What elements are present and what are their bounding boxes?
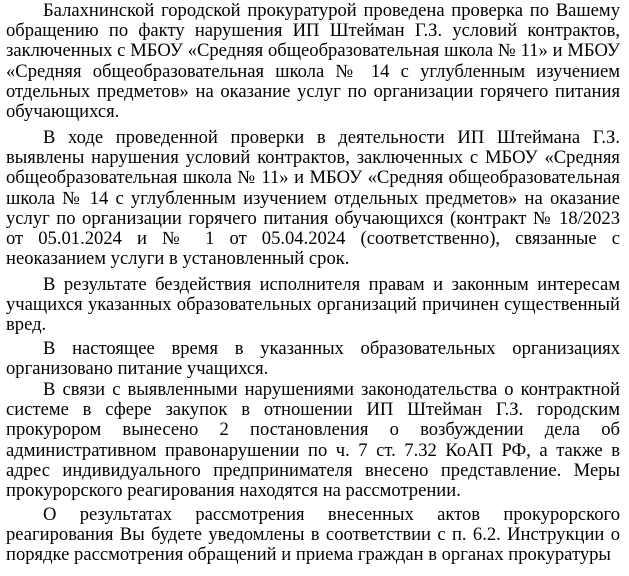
paragraph-prosecutor-measures: В связи с выявленными нарушениями законодательства о контрактной системе в сфере закупок в отношении ИП Штейман Г.З. городским прокурором вынесено 2 постановления о возбуждении дела об административном правонарушении по ч. 7 ст. 7.32 КоАП РФ, а также в адрес индивидуального предпринимателя внесено представление. Меры прокурорского реагирования находятся на рассмотрении.: [6, 379, 620, 502]
paragraph-harm-caused: В результате бездействия исполнителя правам и законным интересам учащихся указанных образовательных организаций причинен существенный вред.: [6, 274, 620, 336]
paragraph-inspection-conducted: Балахнинской городской прокуратурой проведена проверка по Вашему обращению по факту нарушения ИП Штейман Г.З. условий контрактов, заключенных с МБОУ «Средняя общеобразовательная школа № 11» и МБОУ «Средняя общеобразовательная школа № 14 с углубленным изучением отдельных предметов» на оказание услуг по организации горячего питания обучающихся.: [6, 0, 620, 123]
paragraph-meals-organized: В настоящее время в указанных образовательных организациях организовано питание учащихся.: [6, 338, 620, 380]
paragraph-notification: О результатах рассмотрения внесенных актов прокурорского реагирования Вы будете уведомлены в соответствии с п. 6.2. Инструкции о порядке рассмотрения обращений и приема граждан в органах прокуратуры: [6, 504, 620, 566]
paragraph-violations-found: В ходе проведенной проверки в деятельности ИП Штеймана Г.З. выявлены нарушения условий контрактов, заключенных с МБОУ «Средняя общеобразовательная школа № 11» и МБОУ «Средняя общеобразовательная школа № 14 с углубленным изучением отдельных предметов» на оказание услуг по организации горячего питания обучающихся (контракт № 18/2023 от 05.01.2024 и № 1 от 05.04.2024 (соответственно), связанные с неоказанием услуги в установленный срок.: [6, 127, 620, 270]
